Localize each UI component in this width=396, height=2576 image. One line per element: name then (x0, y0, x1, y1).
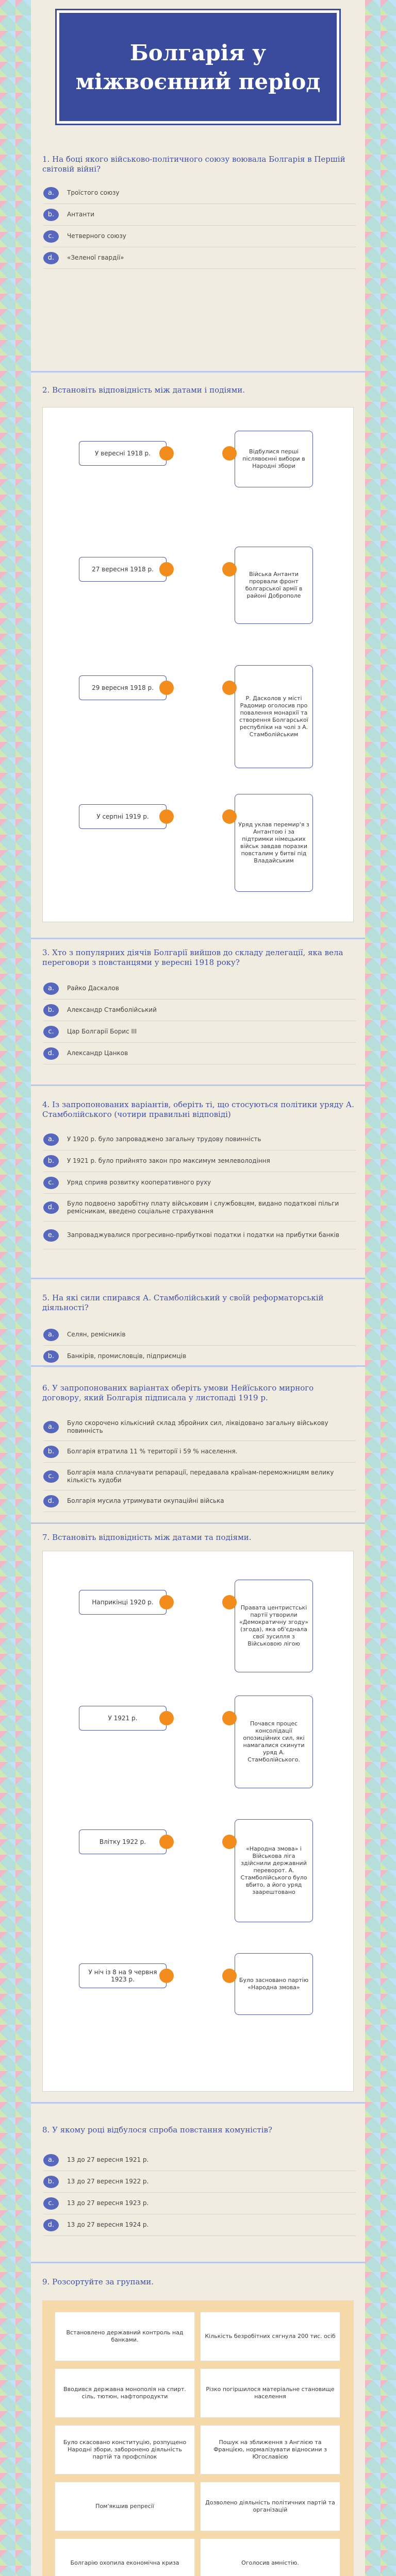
question-2 (31, 385, 365, 395)
connector-dot[interactable] (222, 446, 237, 461)
option-text: Селян, ремісників (67, 1331, 126, 1338)
option-text: 13 до 27 вересня 1922 р. (67, 2178, 149, 2185)
option-a[interactable] (43, 1324, 356, 1346)
question-7 (31, 1533, 365, 1543)
connector-dot[interactable] (159, 446, 174, 461)
option-key: e. (43, 1229, 59, 1242)
option-b[interactable] (43, 204, 356, 226)
option-key: b. (43, 1446, 59, 1458)
connector-dot[interactable] (222, 562, 237, 577)
question-title: 1. На боці якого військово-політичного союзу воювала Болгарія в Першій світовій війні? (42, 155, 345, 174)
connector-dot[interactable] (159, 1835, 174, 1849)
sort-item[interactable]: Встановлено державний контроль над банками. (55, 2312, 195, 2361)
option-key: b. (43, 1004, 59, 1016)
option-text: 13 до 27 вересня 1921 р. (67, 2156, 149, 2163)
option-text: 13 до 27 вересня 1923 р. (67, 2199, 149, 2207)
option-key: a. (43, 187, 59, 199)
date-card[interactable]: 27 вересня 1918 р. (79, 557, 167, 582)
option-key: b. (43, 1350, 59, 1363)
question-title: 8. У якому році відбулося спроба повстання комуністів? (42, 2125, 272, 2134)
option-c[interactable] (43, 2193, 356, 2214)
date-card[interactable]: У вересні 1918 р. (79, 441, 167, 466)
connector-dot[interactable] (222, 1969, 237, 1983)
page (31, 0, 365, 2576)
question-title: 5. На які сили спирався А. Стамболійський у своїй реформаторській діяльності? (42, 1293, 324, 1312)
sort-item[interactable]: Пом'якшив репресії (55, 2482, 195, 2531)
question-9 (31, 2277, 365, 2287)
option-c[interactable] (43, 1172, 356, 1194)
question-8 (31, 2125, 365, 2236)
connector-dot[interactable] (159, 1595, 174, 1609)
connector-dot[interactable] (159, 809, 174, 824)
option-text: Болгарія мусила утримувати окупаційні війська (67, 1497, 224, 1504)
option-b[interactable] (43, 1346, 356, 1367)
left-decor (0, 0, 31, 2576)
sort-item[interactable]: Болгарію охопила економічна криза (55, 2538, 195, 2576)
event-card[interactable]: Відбулися перші післявоєнні вибори в Народні збори (235, 431, 313, 487)
connector-dot[interactable] (159, 1711, 174, 1725)
option-key: d. (43, 1495, 59, 1507)
question-title: 7. Встановіть відповідність між датами та подіями. (42, 1533, 252, 1542)
page-title: Болгарія у міжвоєнний період (75, 40, 321, 94)
option-a[interactable] (43, 1129, 356, 1150)
option-text: «Зеленої гвардії» (67, 254, 124, 261)
question-title: 6. У запропонованих варіантах оберіть умови Нейїського мирного договору, який Болгарія підписала у листопаді 1919 р. (42, 1383, 314, 1402)
date-card[interactable]: У серпні 1919 р. (79, 804, 167, 829)
option-text: Болгарія втратила 11 % території і 59 % населення. (67, 1448, 238, 1455)
option-key: a. (43, 982, 59, 995)
option-key: c. (43, 1026, 59, 1038)
connector-dot[interactable] (159, 681, 174, 695)
option-text: Було скорочено кількісний склад збройних сил, ліквідовано загальну військову повинність (67, 1419, 328, 1434)
option-text: Райко Даскалов (67, 985, 119, 992)
question-title: 4. Із запропонованих варіантів, оберіть ті, що стосуються політики уряду А. Стамболійського (чотири правильні відповіді) (42, 1100, 354, 1119)
option-key: d. (43, 1201, 59, 1214)
title-banner (57, 10, 339, 124)
option-text: 13 до 27 вересня 1924 р. (67, 2221, 149, 2228)
question-3 (31, 948, 365, 1064)
option-key: b. (43, 1155, 59, 1167)
match-board-7 (42, 1551, 354, 2092)
option-d[interactable] (43, 247, 356, 269)
sort-item[interactable]: Було скасовано конституцію, розпущено Народні збори, заборонено діяльність партій та профспілок (55, 2425, 195, 2475)
question-title: 3. Хто з популярних діячів Болгарії вийшов до складу делегації, яка вела переговори з повстанцями у вересні 1918 року? (42, 948, 343, 967)
option-d[interactable] (43, 1194, 356, 1222)
option-key: a. (43, 2154, 59, 2166)
sort-item[interactable]: Дозволено діяльність політичних партій та організацій (200, 2482, 340, 2531)
option-b[interactable] (43, 1441, 356, 1463)
option-text: Цар Болгарії Борис ІІІ (67, 1028, 137, 1035)
question-5 (31, 1293, 365, 1367)
connector-dot[interactable] (222, 809, 237, 824)
option-key: a. (43, 1133, 59, 1146)
divider (31, 938, 365, 939)
option-text: Уряд сприяв розвитку кооперативного руху (67, 1179, 211, 1186)
date-card[interactable]: У ніч із 8 на 9 червня 1923 р. (79, 1963, 167, 1988)
option-text: Троїстого союзу (67, 189, 120, 196)
option-d[interactable] (43, 1490, 356, 1512)
divider (31, 2102, 365, 2104)
divider (31, 1522, 365, 1524)
option-key: c. (43, 230, 59, 243)
connector-dot[interactable] (222, 681, 237, 695)
option-e[interactable] (43, 1222, 356, 1249)
connector-dot[interactable] (159, 562, 174, 577)
option-key: c. (43, 2197, 59, 2210)
option-b[interactable] (43, 999, 356, 1021)
option-key: d. (43, 2219, 59, 2231)
sort-item[interactable]: Різко погіршилося матеріальне становище населення (200, 2368, 340, 2418)
question-6 (31, 1383, 365, 1512)
event-card[interactable]: Р. Дасколов у місті Радомир оголосив про повалення монархії та створення Болгарської республіки на чолі з А. Стамболійським (235, 665, 313, 768)
option-text: Болгарія мала сплачувати репарації, передавала країнам-переможницям велику кількість худоби (67, 1468, 334, 1484)
option-text: У 1920 р. було запроваджено загальну трудову повинність (67, 1136, 261, 1143)
sort-item[interactable]: Кількість безробітних сягнула 200 тис. осіб (200, 2312, 340, 2361)
event-card[interactable]: Війська Антанти прорвали фронт болгарської армії в районі Доброполе (235, 547, 313, 624)
option-b[interactable] (43, 2171, 356, 2193)
option-a[interactable] (43, 2149, 356, 2171)
divider (31, 1365, 365, 1367)
event-card[interactable]: Правата центристські партії утворили «Демократичну згоду» (згода), яка об'єднала свої зусилля з Військовою лігою (235, 1580, 313, 1672)
option-text: Александр Стамболійський (67, 1006, 157, 1013)
event-card[interactable]: Було засновано партію «Народна змова» (235, 1953, 313, 2015)
option-text: Антанти (67, 211, 95, 218)
option-a[interactable] (43, 182, 356, 204)
option-c[interactable] (43, 1463, 356, 1490)
sort-board (42, 2300, 354, 2576)
match-board-2 (42, 407, 354, 922)
option-text: Запроваджувалися прогресивно-прибуткові податки і податки на прибутки банків (67, 1231, 340, 1239)
option-d[interactable] (43, 1043, 356, 1064)
divider (31, 1278, 365, 1279)
date-card[interactable]: У 1921 р. (79, 1706, 167, 1731)
right-decor (365, 0, 396, 2576)
divider (31, 371, 365, 372)
divider (31, 1084, 365, 1086)
option-key: a. (43, 1329, 59, 1341)
divider (31, 2262, 365, 2263)
option-c[interactable] (43, 1021, 356, 1043)
option-text: Александр Цанков (67, 1049, 128, 1057)
connector-dot[interactable] (222, 1595, 237, 1609)
question-title: 2. Встановіть відповідність між датами і подіями. (42, 385, 245, 395)
option-c[interactable] (43, 226, 356, 247)
option-key: c. (43, 1177, 59, 1189)
sort-item[interactable]: Вводився державна монополія на спирт. сіль, тютюн, нафтопродукти (55, 2368, 195, 2418)
option-a[interactable] (43, 1413, 356, 1441)
date-card[interactable]: Наприкінці 1920 р. (79, 1590, 167, 1615)
connector-dot[interactable] (159, 1969, 174, 1983)
option-key: c. (43, 1470, 59, 1483)
option-d[interactable] (43, 2214, 356, 2236)
sort-item[interactable]: Пошук на зближення з Англією та Францією, нормалізувати відносини з Югославією (200, 2425, 340, 2475)
option-text: Четверного союзу (67, 232, 126, 240)
question-4 (31, 1100, 365, 1249)
connector-dot[interactable] (222, 1711, 237, 1725)
option-key: a. (43, 1421, 59, 1433)
question-title: 9. Розсортуйте за групами. (42, 2277, 154, 2286)
option-text: У 1921 р. було прийнято закон про максимум землеволодіння (67, 1157, 270, 1164)
question-1 (31, 155, 365, 269)
option-key: b. (43, 2176, 59, 2188)
option-text: Банкірів, промисловців, підприємців (67, 1352, 187, 1360)
option-text: Було подвоєно заробітну плату військовим і службовцям, видано податкові пільги ремісникам, введено соціальне страхування (67, 1199, 339, 1215)
date-card[interactable]: 29 вересня 1918 р. (79, 675, 167, 700)
option-key: d. (43, 1047, 59, 1060)
event-card[interactable]: Уряд уклав перемир'я з Антантою і за підтримки німецьких військ завдав поразки повсталим у битві під Владайським (235, 794, 313, 892)
option-b[interactable] (43, 1150, 356, 1172)
option-key: d. (43, 252, 59, 264)
event-card[interactable]: Почався процес консолідації опозиційних сил, які намагалися скинути уряд А. Стамболійського. (235, 1696, 313, 1788)
option-a[interactable] (43, 978, 356, 999)
sort-item[interactable]: Оголосив амністію. (200, 2538, 340, 2576)
option-key: b. (43, 209, 59, 221)
date-card[interactable]: Влітку 1922 р. (79, 1829, 167, 1854)
connector-dot[interactable] (222, 1835, 237, 1849)
event-card[interactable]: «Народна змова» і Військова ліга здійснили державний переворот. А. Стамболійського було вбито, а його уряд заарештовано (235, 1819, 313, 1922)
